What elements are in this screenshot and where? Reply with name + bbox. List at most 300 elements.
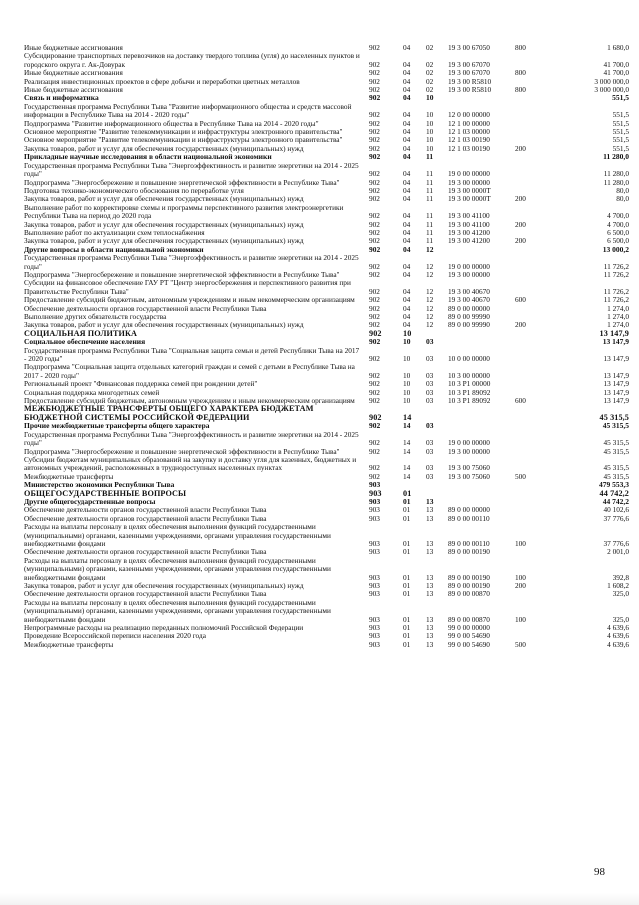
row-section-code: 04 bbox=[403, 59, 411, 69]
row-name: Подпрограмма "Развитие информационного общества в Республике Тыва на 2014 - 2020 годы" bbox=[24, 118, 319, 128]
row-amount: 392,8 bbox=[612, 572, 629, 582]
row-section-code: 04 bbox=[403, 303, 411, 313]
row-amount: 45 315,5 bbox=[603, 438, 629, 448]
row-target-code: 10 3 P1 89092 bbox=[448, 396, 491, 406]
row-subsection-code: 03 bbox=[426, 438, 434, 448]
row-subsection-code: 12 bbox=[426, 286, 434, 296]
row-amount: 13 000,2 bbox=[602, 244, 629, 254]
row-ministry-code: 902 bbox=[369, 421, 381, 431]
row-target-code: 89 0 00 00000 bbox=[448, 303, 490, 313]
row-target-code: 19 3 00 41200 bbox=[448, 236, 490, 246]
row-ministry-code: 902 bbox=[369, 438, 380, 448]
row-ministry-code: 902 bbox=[369, 185, 380, 195]
row-ministry-code: 903 bbox=[369, 631, 380, 641]
row-section-code: 10 bbox=[403, 396, 411, 406]
row-section-code: 14 bbox=[403, 412, 412, 422]
row-target-code: 19 3 00 67070 bbox=[448, 59, 490, 69]
row-ministry-code: 902 bbox=[369, 43, 380, 52]
row-name: Подпрограмма "Энергосбережение и повышение энергетической эффективности в Республике Тыва" bbox=[24, 269, 340, 279]
row-subsection-code: 11 bbox=[426, 169, 434, 179]
row-subsection-code: 10 bbox=[426, 118, 434, 128]
row-name: Другие общегосударственные вопросы bbox=[24, 496, 156, 506]
row-expense-type-code: 100 bbox=[515, 538, 526, 548]
row-target-code: 19 3 00 41100 bbox=[448, 211, 490, 221]
table-row bbox=[24, 456, 629, 473]
row-ministry-code: 903 bbox=[369, 547, 380, 557]
row-target-code: 19 3 00 67050 bbox=[448, 43, 490, 52]
row-section-code: 14 bbox=[403, 446, 411, 456]
row-name: Проведение Всероссийской переписи населения 2020 года bbox=[24, 631, 206, 641]
row-amount: 45 315,5 bbox=[603, 446, 629, 456]
budget-table bbox=[24, 44, 629, 649]
row-amount: 4 639,6 bbox=[607, 639, 629, 649]
row-section-code: 04 bbox=[403, 227, 411, 237]
row-ministry-code: 902 bbox=[369, 261, 380, 271]
row-ministry-code: 902 bbox=[369, 354, 380, 364]
row-subsection-code: 12 bbox=[426, 320, 434, 330]
table-row bbox=[24, 599, 629, 624]
table-row bbox=[24, 523, 629, 548]
row-section-code: 04 bbox=[403, 68, 411, 78]
row-section-code: 01 bbox=[403, 639, 411, 649]
row-subsection-code: 03 bbox=[426, 354, 434, 364]
row-name: Основное мероприятие "Развитие телекоммуникации и инфраструктуры электронного правительства" bbox=[24, 127, 343, 137]
row-expense-type-code: 100 bbox=[515, 614, 526, 624]
row-expense-type-code: 800 bbox=[515, 43, 526, 52]
row-section-code: 04 bbox=[403, 143, 411, 153]
row-section-code: 04 bbox=[403, 185, 411, 195]
row-target-code: 10 0 00 00000 bbox=[448, 354, 490, 364]
row-target-code: 89 0 00 99990 bbox=[448, 320, 490, 330]
row-ministry-code: 902 bbox=[369, 286, 380, 296]
row-ministry-code: 902 bbox=[369, 463, 380, 473]
row-subsection-code: 12 bbox=[426, 303, 434, 313]
row-ministry-code: 902 bbox=[369, 211, 380, 221]
row-ministry-code: 902 bbox=[369, 68, 380, 78]
row-target-code: 10 3 00 00000 bbox=[448, 370, 490, 380]
row-subsection-code: 10 bbox=[426, 135, 434, 145]
row-ministry-code: 902 bbox=[369, 295, 380, 305]
row-subsection-code: 12 bbox=[426, 244, 434, 254]
row-name: Предоставление субсидий бюджетным, автономным учреждениям и иным некоммерческим организациям bbox=[24, 396, 355, 406]
row-subsection-code: 13 bbox=[426, 513, 434, 523]
row-section-code: 04 bbox=[403, 85, 411, 95]
row-ministry-code: 902 bbox=[369, 412, 382, 422]
row-ministry-code: 902 bbox=[369, 328, 382, 338]
row-ministry-code: 902 bbox=[369, 370, 380, 380]
row-amount: 13 147,9 bbox=[602, 337, 629, 347]
row-name: Связь и информатика bbox=[24, 93, 99, 103]
row-name: Расходы на выплаты персоналу в целях обеспечения выполнения функций государственными (муниципальными) органами, казенными учреждениями, органами управления государственными внебюджетными фондами bbox=[24, 555, 331, 582]
row-section-code: 04 bbox=[403, 236, 411, 246]
row-amount: 551,5 bbox=[612, 143, 629, 153]
row-subsection-code: 13 bbox=[426, 496, 434, 506]
row-ministry-code: 902 bbox=[369, 177, 380, 187]
row-name: Выполнение работ по актуализации схем теплоснабжения bbox=[24, 227, 205, 237]
row-target-code: 12 1 03 00000 bbox=[448, 127, 490, 137]
row-name: Закупка товаров, работ и услуг для обеспечения государственных (муниципальных) нужд bbox=[24, 143, 304, 153]
row-subsection-code: 12 bbox=[426, 269, 434, 279]
row-section-code: 01 bbox=[403, 488, 412, 498]
row-target-code: 99 0 00 54690 bbox=[448, 639, 490, 649]
table-row bbox=[24, 204, 629, 221]
row-target-code: 89 0 00 00110 bbox=[448, 513, 490, 523]
row-ministry-code: 903 bbox=[369, 581, 380, 590]
row-name: Реализация инвестиционных проектов в сфере добычи и переработки цветных металлов bbox=[24, 76, 300, 86]
row-ministry-code: 903 bbox=[369, 496, 381, 506]
row-expense-type-code: 600 bbox=[515, 396, 526, 406]
row-ministry-code: 902 bbox=[369, 269, 380, 279]
row-ministry-code: 902 bbox=[369, 152, 381, 162]
row-subsection-code: 11 bbox=[426, 194, 434, 204]
row-ministry-code: 902 bbox=[369, 320, 380, 330]
row-section-code: 01 bbox=[403, 505, 411, 515]
row-target-code: 19 3 00 75060 bbox=[448, 463, 490, 473]
table-row bbox=[24, 254, 629, 271]
row-name: Региональный проект "Финансовая поддержка семей при рождении детей" bbox=[24, 379, 258, 389]
row-target-code: 19 0 00 00000 bbox=[448, 169, 490, 179]
row-target-code: 10 3 P1 89092 bbox=[448, 387, 491, 397]
row-name: Закупка товаров, работ и услуг для обеспечения государственных (муниципальных) нужд bbox=[24, 581, 304, 590]
row-subsection-code: 11 bbox=[426, 185, 434, 195]
row-name: Подпрограмма "Энергосбережение и повышение энергетической эффективности в Республике Тыва" bbox=[24, 177, 340, 187]
row-subsection-code: 11 bbox=[426, 211, 434, 221]
row-subsection-code: 13 bbox=[426, 538, 434, 548]
row-target-code: 10 3 P1 00000 bbox=[448, 379, 491, 389]
row-subsection-code: 13 bbox=[426, 623, 434, 633]
row-ministry-code: 903 bbox=[369, 488, 382, 498]
row-name: Государственная программа Республики Тыва "Энергоэффективность и развитие энергетики на 2014 - 2025 годы" bbox=[24, 253, 359, 271]
row-section-code: 04 bbox=[403, 76, 411, 86]
row-name: Обеспечение деятельности органов государственной власти Республики Тыва bbox=[24, 303, 267, 313]
row-amount: 41 700,0 bbox=[603, 68, 629, 78]
row-name: Прочие межбюджетные трансферты общего характера bbox=[24, 421, 210, 431]
scan-edge bbox=[0, 893, 639, 905]
row-amount: 13 147,9 bbox=[603, 370, 629, 380]
row-section-code: 01 bbox=[403, 572, 411, 582]
row-subsection-code: 02 bbox=[426, 43, 434, 52]
row-subsection-code: 03 bbox=[426, 337, 434, 347]
row-section-code: 10 bbox=[403, 328, 412, 338]
row-amount: 1 274,0 bbox=[607, 312, 629, 321]
row-target-code: 12 0 00 00000 bbox=[448, 110, 490, 120]
row-subsection-code: 10 bbox=[426, 143, 434, 153]
row-target-code: 99 0 00 00000 bbox=[448, 623, 490, 633]
row-amount: 325,0 bbox=[612, 589, 629, 599]
row-amount: 4 639,6 bbox=[607, 623, 629, 633]
row-ministry-code: 903 bbox=[369, 513, 380, 523]
row-subsection-code: 02 bbox=[426, 85, 434, 95]
row-section-code: 04 bbox=[403, 312, 411, 321]
row-expense-type-code: 200 bbox=[515, 236, 526, 246]
row-section-code: 04 bbox=[403, 261, 411, 271]
row-section-code: 01 bbox=[403, 581, 411, 590]
row-target-code: 19 3 00 0000Т bbox=[448, 185, 491, 195]
row-amount: 3 000 000,0 bbox=[594, 85, 629, 95]
row-section-code: 01 bbox=[403, 623, 411, 633]
row-name: Обеспечение деятельности органов государственной власти Республики Тыва bbox=[24, 513, 267, 523]
row-name: Выполнение работ по корректировке схемы и программы перспективного развития электроэнергетики Республики Тыва на период до 2020 года bbox=[24, 202, 344, 221]
row-section-code: 04 bbox=[403, 43, 411, 52]
row-target-code: 19 3 00 41200 bbox=[448, 227, 490, 237]
row-amount: 325,0 bbox=[612, 614, 629, 624]
row-name: Подпрограмма "Социальная защита отдельных категорий граждан и семей с детьми в Республике Тыва на 2017 - 2020 годы" bbox=[24, 362, 355, 380]
row-ministry-code: 902 bbox=[369, 110, 380, 120]
row-subsection-code: 03 bbox=[426, 463, 434, 473]
row-name: Непрограммные расходы на реализацию переданных полномочий Российской Федерации bbox=[24, 623, 304, 633]
row-amount: 11 726,2 bbox=[603, 286, 629, 296]
table-row bbox=[24, 162, 629, 179]
row-subsection-code: 03 bbox=[426, 370, 434, 380]
row-name: Социальная поддержка многодетных семей bbox=[24, 387, 160, 397]
row-subsection-code: 10 bbox=[426, 127, 434, 137]
row-expense-type-code: 200 bbox=[515, 219, 526, 229]
row-section-code: 01 bbox=[403, 631, 411, 641]
row-amount: 13 147,9 bbox=[603, 379, 629, 389]
row-section-code: 14 bbox=[403, 438, 411, 448]
row-expense-type-code: 200 bbox=[515, 320, 526, 330]
table-row bbox=[24, 363, 629, 380]
row-section-code: 04 bbox=[403, 135, 411, 145]
row-target-code: 19 3 00 75060 bbox=[448, 471, 490, 481]
row-amount: 479 553,3 bbox=[599, 480, 629, 490]
row-name: Иные бюджетные ассигнования bbox=[24, 68, 123, 78]
row-ministry-code: 902 bbox=[369, 219, 380, 229]
row-name: Обеспечение деятельности органов государственной власти Республики Тыва bbox=[24, 589, 267, 599]
row-section-code: 04 bbox=[403, 169, 411, 179]
row-amount: 37 776,6 bbox=[603, 513, 629, 523]
row-amount: 44 742,2 bbox=[599, 488, 629, 498]
row-amount: 41 700,0 bbox=[603, 59, 629, 69]
row-amount: 11 726,2 bbox=[603, 269, 629, 279]
table-row bbox=[24, 632, 629, 640]
row-amount: 11 280,0 bbox=[603, 177, 629, 187]
row-ministry-code: 902 bbox=[369, 303, 380, 313]
row-amount: 45 315,5 bbox=[602, 421, 629, 431]
row-section-code: 04 bbox=[403, 219, 411, 229]
row-section-code: 10 bbox=[403, 337, 411, 347]
row-target-code: 12 1 03 00190 bbox=[448, 135, 490, 145]
row-amount: 45 315,5 bbox=[603, 463, 629, 473]
row-section-code: 04 bbox=[403, 211, 411, 221]
row-name: Прикладные научные исследования в области национальной экономики bbox=[24, 152, 272, 162]
row-amount: 4 639,6 bbox=[607, 631, 629, 641]
row-amount: 45 315,5 bbox=[603, 471, 629, 481]
row-ministry-code: 902 bbox=[369, 118, 380, 128]
row-section-code: 04 bbox=[403, 286, 411, 296]
table-row bbox=[24, 86, 629, 94]
row-target-code: 89 0 00 00190 bbox=[448, 581, 490, 590]
row-ministry-code: 903 bbox=[369, 589, 380, 599]
row-target-code: 12 1 03 00190 bbox=[448, 143, 490, 153]
row-target-code: 89 0 00 00870 bbox=[448, 614, 490, 624]
table-row bbox=[24, 347, 629, 364]
row-ministry-code: 902 bbox=[369, 446, 380, 456]
row-subsection-code: 02 bbox=[426, 59, 434, 69]
row-target-code: 89 0 00 00000 bbox=[448, 505, 490, 515]
row-name: СОЦИАЛЬНАЯ ПОЛИТИКА bbox=[24, 328, 138, 338]
row-amount: 1 680,0 bbox=[607, 43, 629, 52]
row-subsection-code: 13 bbox=[426, 572, 434, 582]
row-subsection-code: 11 bbox=[426, 152, 434, 162]
row-target-code: 19 3 00 R5810 bbox=[448, 85, 492, 95]
row-expense-type-code: 200 bbox=[515, 194, 526, 204]
row-amount: 13 147,9 bbox=[603, 354, 629, 364]
row-target-code: 19 0 00 00000 bbox=[448, 438, 490, 448]
row-ministry-code: 903 bbox=[369, 572, 380, 582]
row-target-code: 89 0 00 99990 bbox=[448, 312, 490, 321]
row-target-code: 89 0 00 00190 bbox=[448, 572, 490, 582]
row-target-code: 19 3 00 67070 bbox=[448, 68, 490, 78]
table-row bbox=[24, 431, 629, 448]
row-name: МЕЖБЮДЖЕТНЫЕ ТРАНСФЕРТЫ ОБЩЕГО ХАРАКТЕРА БЮДЖЕТАМ БЮДЖЕТНОЙ СИСТЕМЫ РОССИЙСКОЙ ФЕДЕРАЦИИ bbox=[24, 404, 314, 422]
table-row bbox=[24, 641, 629, 649]
row-subsection-code: 13 bbox=[426, 631, 434, 641]
row-ministry-code: 902 bbox=[369, 127, 380, 137]
row-name: Межбюджетные трансферты bbox=[24, 639, 114, 649]
row-target-code: 89 0 00 00870 bbox=[448, 589, 490, 599]
row-target-code: 19 3 00 00000 bbox=[448, 446, 490, 456]
row-amount: 6 500,0 bbox=[607, 236, 629, 246]
row-section-code: 10 bbox=[403, 354, 411, 364]
row-name: Предоставление субсидий бюджетным, автономным учреждениям и иным некоммерческим организациям bbox=[24, 295, 355, 305]
row-target-code: 89 0 00 00190 bbox=[448, 547, 490, 557]
row-section-code: 04 bbox=[403, 320, 411, 330]
row-target-code: 19 3 00 R5810 bbox=[448, 76, 492, 86]
row-ministry-code: 902 bbox=[369, 76, 380, 86]
row-ministry-code: 902 bbox=[369, 93, 381, 103]
row-subsection-code: 12 bbox=[426, 261, 434, 271]
row-name: Иные бюджетные ассигнования bbox=[24, 85, 123, 95]
row-section-code: 04 bbox=[403, 177, 411, 187]
row-target-code: 19 3 00 0000Т bbox=[448, 194, 491, 204]
row-amount: 13 147,9 bbox=[603, 396, 629, 406]
row-name: Подпрограмма "Энергосбережение и повышение энергетической эффективности в Республике Тыва" bbox=[24, 446, 340, 456]
row-ministry-code: 902 bbox=[369, 312, 380, 321]
row-amount: 11 280,0 bbox=[603, 152, 629, 162]
row-amount: 80,0 bbox=[616, 194, 629, 204]
row-subsection-code: 10 bbox=[426, 93, 434, 103]
row-amount: 11 280,0 bbox=[603, 169, 629, 179]
row-ministry-code: 903 bbox=[369, 538, 380, 548]
row-subsection-code: 11 bbox=[426, 219, 434, 229]
row-section-code: 04 bbox=[403, 295, 411, 305]
row-ministry-code: 902 bbox=[369, 143, 380, 153]
row-target-code: 19 3 00 00000 bbox=[448, 269, 490, 279]
row-subsection-code: 12 bbox=[426, 295, 434, 305]
row-subsection-code: 03 bbox=[426, 396, 434, 406]
row-name: Закупка товаров, работ и услуг для обеспечения государственных (муниципальных) нужд bbox=[24, 219, 304, 229]
row-section-code: 01 bbox=[403, 538, 411, 548]
row-target-code: 12 1 00 00000 bbox=[448, 118, 490, 128]
row-section-code: 04 bbox=[403, 110, 411, 120]
row-name: Субсидии на финансовое обеспечение ГАУ РТ "Центр энергосбережения и перспективного развития при Правительстве Республики Тыва" bbox=[24, 278, 351, 296]
row-section-code: 01 bbox=[403, 547, 411, 557]
row-expense-type-code: 800 bbox=[515, 68, 526, 78]
row-amount: 2 001,0 bbox=[607, 547, 629, 557]
row-ministry-code: 902 bbox=[369, 169, 380, 179]
row-name: Расходы на выплаты персоналу в целях обеспечения выполнения функций государственными (муниципальными) органами, казенными учреждениями, органами управления государственными внебюджетными фондами bbox=[24, 522, 331, 548]
row-amount: 37 776,6 bbox=[603, 538, 629, 548]
row-section-code: 01 bbox=[403, 614, 411, 624]
row-section-code: 10 bbox=[403, 379, 411, 389]
row-subsection-code: 11 bbox=[426, 177, 434, 187]
row-expense-type-code: 500 bbox=[515, 639, 526, 649]
table-row bbox=[24, 279, 629, 296]
row-amount: 44 742,2 bbox=[602, 496, 629, 506]
table-row bbox=[24, 52, 629, 69]
row-name: Обеспечение деятельности органов государственной власти Республики Тыва bbox=[24, 547, 267, 557]
row-subsection-code: 11 bbox=[426, 236, 434, 246]
row-amount: 4 700,0 bbox=[607, 219, 629, 229]
row-ministry-code: 902 bbox=[369, 244, 381, 254]
row-subsection-code: 03 bbox=[426, 471, 434, 481]
row-amount: 551,5 bbox=[612, 135, 629, 145]
row-ministry-code: 902 bbox=[369, 135, 380, 145]
row-amount: 6 500,0 bbox=[607, 227, 629, 237]
row-expense-type-code: 500 bbox=[515, 471, 526, 481]
row-ministry-code: 902 bbox=[369, 396, 380, 406]
table-row bbox=[24, 405, 629, 422]
row-amount: 45 315,5 bbox=[599, 412, 629, 422]
row-name: Другие вопросы в области национальной экономики bbox=[24, 244, 204, 254]
row-subsection-code: 13 bbox=[426, 581, 434, 590]
row-amount: 1 274,0 bbox=[607, 303, 629, 313]
row-section-code: 01 bbox=[403, 589, 411, 599]
row-section-code: 04 bbox=[403, 93, 411, 103]
row-ministry-code: 902 bbox=[369, 194, 380, 204]
row-target-code: 19 3 00 40670 bbox=[448, 295, 490, 305]
row-target-code: 99 0 00 54690 bbox=[448, 631, 490, 641]
row-name: Государственная программа Республики Тыва "Энергоэффективность и развитие энергетики на 2014 - 2025 годы" bbox=[24, 429, 359, 448]
row-amount: 40 102,6 bbox=[603, 505, 629, 515]
row-amount: 4 700,0 bbox=[607, 211, 629, 221]
table-row bbox=[24, 557, 629, 582]
row-section-code: 04 bbox=[403, 194, 411, 204]
row-name: Иные бюджетные ассигнования bbox=[24, 43, 123, 52]
row-expense-type-code: 200 bbox=[515, 581, 526, 590]
row-subsection-code: 13 bbox=[426, 614, 434, 624]
row-name: Межбюджетные трансферты bbox=[24, 471, 114, 481]
row-ministry-code: 903 bbox=[369, 639, 380, 649]
row-name: Подготовка технико-экономического обоснования по переработке угля bbox=[24, 185, 244, 195]
row-section-code: 14 bbox=[403, 463, 411, 473]
row-subsection-code: 03 bbox=[426, 421, 434, 431]
row-section-code: 10 bbox=[403, 370, 411, 380]
row-subsection-code: 03 bbox=[426, 446, 434, 456]
row-amount: 551,5 bbox=[612, 127, 629, 137]
row-subsection-code: 12 bbox=[426, 312, 434, 321]
row-amount: 551,5 bbox=[612, 110, 629, 120]
row-target-code: 19 0 00 00000 bbox=[448, 261, 490, 271]
row-section-code: 14 bbox=[403, 471, 411, 481]
row-name: Выполнение других обязательств государства bbox=[24, 312, 167, 321]
row-target-code: 89 0 00 00110 bbox=[448, 538, 490, 548]
row-amount: 13 147,9 bbox=[603, 387, 629, 397]
row-name: Субсидии бюджетам муниципальных образований на закупку и доставку угля для казенных, бюджетных и автономных учреждений, расположенных в труднодоступных населенных пунктах bbox=[24, 454, 357, 473]
row-name: Закупка товаров, работ и услуг для обеспечения государственных (муниципальных) нужд bbox=[24, 320, 304, 330]
row-section-code: 04 bbox=[403, 269, 411, 279]
row-section-code: 04 bbox=[403, 127, 411, 137]
row-name: Обеспечение деятельности органов государственной власти Республики Тыва bbox=[24, 505, 267, 515]
row-name: Основное мероприятие "Развитие телекоммуникации и инфраструктуры электронного правительства" bbox=[24, 135, 343, 145]
row-name: Расходы на выплаты персоналу в целях обеспечения выполнения функций государственными (муниципальными) органами, казенными учреждениями, органами управления государственными внебюджетными фондами bbox=[24, 597, 331, 624]
row-subsection-code: 13 bbox=[426, 547, 434, 557]
row-name: Социальное обеспечение населения bbox=[24, 337, 146, 347]
row-amount: 1 608,2 bbox=[607, 581, 629, 590]
row-ministry-code: 903 bbox=[369, 623, 380, 633]
row-subsection-code: 02 bbox=[426, 76, 434, 86]
